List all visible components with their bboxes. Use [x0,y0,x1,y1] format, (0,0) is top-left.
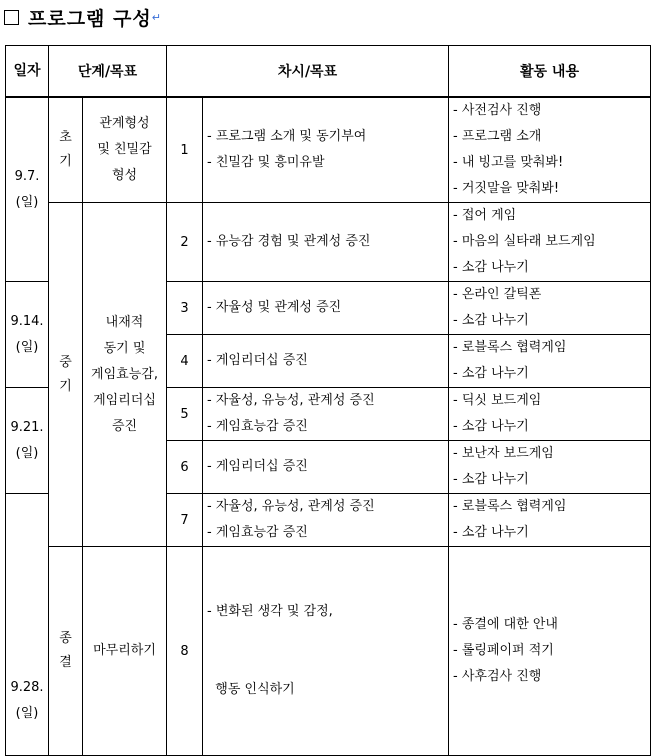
date: 9.28. [10,680,44,695]
date: 9.21. [10,419,44,435]
session-number: 2 [167,203,203,282]
session-goal-cell: - 변화된 생각 및 감정, 행동 인식하기 [203,547,449,756]
section-title: 프로그램 구성 [28,7,152,30]
table-row [6,203,651,282]
date-cell [6,97,49,282]
session-number: 1 [167,97,203,203]
activity-cell: - 로블록스 협력게임 - 소감 나누기 [449,335,651,388]
session-number: 3 [167,282,203,335]
section-heading [4,3,161,31]
activity-cell: - 접어 게임 - 마음의 실타래 보드게임 - 소감 나누기 [449,203,651,282]
header-session: 차시/목표 [167,46,449,98]
checkbox-icon [4,10,19,25]
header-activity: 활동 내용 [449,46,651,98]
activity-cell: - 딕싯 보드게임 - 소감 나누기 [449,388,651,441]
stage-goal-cell: 마무리하기 [83,547,167,756]
date: 9.14. [10,313,44,329]
session-goal-cell: - 프로그램 소개 및 동기부여 - 친밀감 및 흥미유발 [203,97,449,203]
session-goal-cell: - 자율성, 유능성, 관계성 증진 - 게임효능감 증진 [203,494,449,547]
header-day: 일자 [6,46,49,98]
activity-cell: - 온라인 갈틱폰 - 소감 나누기 [449,282,651,335]
activity-cell: - 사전검사 진행 - 프로그램 소개 - 내 빙고를 맞춰봐! - 거짓말을 맞춰봐! [449,97,651,203]
stage-goal-cell: 내재적 동기 및 게임효능감, 게임리더십 증진 [83,203,167,547]
session-goal-cell: - 자율성, 유능성, 관계성 증진 - 게임효능감 증진 [203,388,449,441]
session-goal-cell: - 유능감 경험 및 관계성 증진 [203,203,449,282]
date-cell [6,388,49,494]
table-header-row [6,46,651,98]
date: 9.7. [14,168,40,184]
stage-name-cell: 종결 [49,547,83,756]
stage-name-cell: 초기 [49,97,83,203]
weekday: (일) [15,194,39,210]
session-goal-cell: - 게임리더십 증진 [203,441,449,494]
date-cell [6,282,49,388]
session-goal-cell: - 자율성 및 관계성 증진 [203,282,449,335]
session-goal-cell: - 게임리더십 증진 [203,335,449,388]
session-number: 5 [167,388,203,441]
paragraph-mark-icon: ↵ [151,10,161,24]
weekday: (일) [15,706,39,721]
weekday: (일) [15,445,39,461]
activity-cell: - 종결에 대한 안내 - 롤링페이퍼 적기 - 사후검사 진행 [449,547,651,756]
stage-name-cell: 중기 [49,203,83,547]
stage-goal-cell: 관계형성 및 친밀감 형성 [83,97,167,203]
session-number: 8 [167,547,203,756]
session-number: 7 [167,494,203,547]
activity-cell: - 보난자 보드게임 - 소감 나누기 [449,441,651,494]
table-row [6,97,651,203]
program-table [5,45,651,756]
session-number: 6 [167,441,203,494]
date-cell [6,494,49,756]
session-number: 4 [167,335,203,388]
activity-cell: - 로블록스 협력게임 - 소감 나누기 [449,494,651,547]
header-stage: 단계/목표 [49,46,167,98]
table-row [6,547,651,756]
weekday: (일) [15,339,39,355]
